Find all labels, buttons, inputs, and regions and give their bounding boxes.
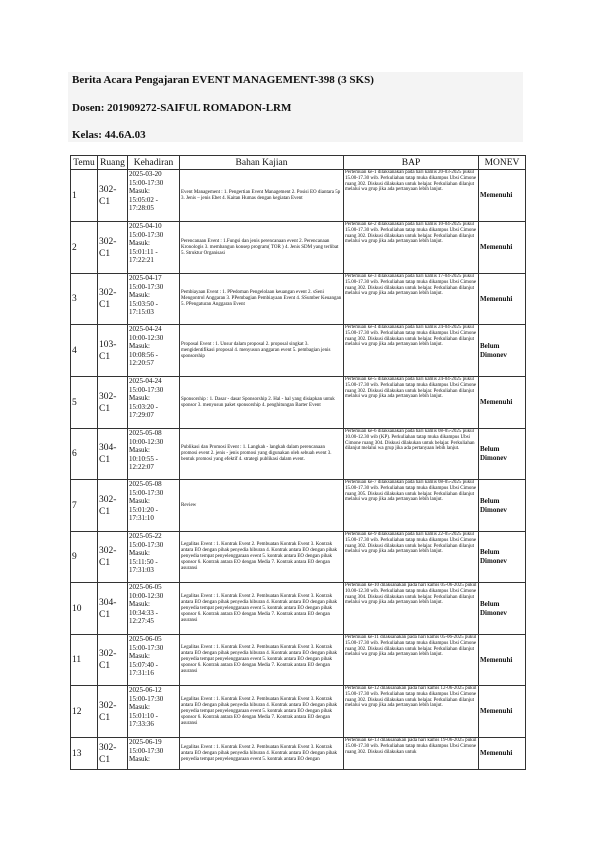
cell-bahan-kajian: Review [180,480,344,532]
cell-monev: Memenuhi [479,738,526,770]
cell-bap: Pertemuan ke-13 dilaksanakan pada hari kamis 19-06-2025 pukul 15.00-17.30 wib. Perkuliahan tatap muka dikampus Ubsi Cimone ruang 302. Diskusi dilakukan untuk [344,738,479,770]
cell-ruang: 302-C1 [98,170,128,222]
cell-temu: 7 [71,480,98,532]
table-header-row [71,156,526,170]
cell-temu: 13 [71,738,98,770]
cell-temu: 10 [71,583,98,635]
table-row [71,170,526,222]
table-row [71,635,526,686]
class-label: Kelas: 44.6A.03 [72,129,146,141]
cell-kehadiran: 2025-05-08 15:00-17:30 Masuk: 15:01:20 - 17:31:10 [128,480,180,532]
cell-ruang: 302-C1 [98,635,128,686]
cell-temu: 11 [71,635,98,686]
cell-monev: Belum Dimonev [479,583,526,635]
table-row [71,532,526,583]
table-row [71,738,526,770]
table-row [71,325,526,377]
cell-bahan-kajian: Event Management : 1. Pengertian Event Management 2. Posisi EO diantara 5p 3. Jenis – jenis Ebet 4. Kaitan Humas dengan kegiatan Event [180,170,344,222]
table-row [71,480,526,532]
cell-bap: Pertemuan ke-1 dilaksanakan pada hari kamis 20-03-2025 pukul 15.00-17.30 wib. Perkuliahan tatap muka dikampus Ubsi Cimone ruang 302. Diskusi dilakukan untuk belajar. Perkuliahan dilanjut melalui wa grup jika ada pertanyaan lebih lanjut. [344,170,479,222]
cell-monev: Belum Dimonev [479,480,526,532]
cell-bahan-kajian: Legalitas Event : 1. Kontrak Event 2. Pembuatan Kontrak Event 3. Kontrak antara EO dengan pihak penyedia hiburan 4. Kontrak antara EO dengan pihak penyedia tempat penyelenggaraan event 5. kontrak antara EO dengan pihak sponsor 6. Kontrak antara EO dengan Media 7. Kontrak antara EO dengan asuransi [180,686,344,738]
cell-bap: Pertemuan ke-9 dilaksanakan pada hari kamis 22-05-2025 pukul 15.00-17.30 wib. Perkuliahan tatap muka dikampus Ubsi Cimone ruang 302. Diskusi dilakukan untuk belajar. Perkuliahan dilanjut melalui wa grup jika ada pertanyaan lebih lanjut. [344,532,479,583]
cell-ruang: 302-C1 [98,377,128,429]
cell-bap: Pertemuan ke-6 dilaksanakan pada hari kamis 08-05-2025 pukul 10.00-12.30 wib (KP). Perkuliahan tatap muka dikampus Ubsi Cimone ruang 304. Diskusi dilakukan untuk belajar. Perkuliahan dilanjut melalui wa grup jika ada pertanyaan lebih lanjut. [344,429,479,480]
table-row [71,686,526,738]
cell-ruang: 302-C1 [98,480,128,532]
header-bahan-kajian: Bahan Kajian [180,156,344,170]
teaching-report-table [70,155,526,770]
cell-kehadiran: 2025-04-24 10:00-12:30 Masuk: 10:08:56 - 12:20:57 [128,325,180,377]
cell-temu: 2 [71,222,98,274]
cell-bahan-kajian: Publikasi dan Promosi Event : 1. Langkah - langkah dalam perencanaan promosi event 2. jenis - jenis promosi yang digunakan oleh sebuah event 3. bentuk promosi yang efektif 4. strategi publikasi dalam event. [180,429,344,480]
cell-bap: Pertemuan ke-11 dilaksanakan pada hari kamis 05-06-2025 pukul 15.00-17.30 wib. Perkuliahan tatap muka dikampus Ubsi Cimone ruang 302. Diskusi dilakukan untuk belajar. Perkuliahan dilanjut melalui wa grup jika ada pertanyaan lebih lanjut. [344,635,479,686]
cell-temu: 9 [71,532,98,583]
cell-kehadiran: 2025-04-10 15:00-17:30 Masuk: 15:01:11 - 17:22:21 [128,222,180,274]
cell-kehadiran: 2025-04-17 15:00-17:30 Masuk: 15:03:50 - 17:15:03 [128,274,180,325]
cell-monev: Belum Dimonev [479,429,526,480]
cell-kehadiran: 2025-04-24 15:00-17:30 Masuk: 15:03:20 - 17:29:07 [128,377,180,429]
header-kehadiran: Kehadiran [128,156,180,170]
cell-ruang: 304-C1 [98,583,128,635]
cell-temu: 4 [71,325,98,377]
cell-temu: 12 [71,686,98,738]
header-monev: MONEV [479,156,526,170]
cell-kehadiran: 2025-06-05 10:00-12:30 Masuk: 10:34:33 - 12:27:45 [128,583,180,635]
header-ruang: Ruang [98,156,128,170]
cell-monev: Memenuhi [479,635,526,686]
lecturer-label: Dosen: 201909272-SAIFUL ROMADON-LRM [72,102,292,114]
cell-bap: Pertemuan ke-2 dilaksanakan pada hari kamis 10-04-2025 pukul 15.00-17.30 wib. Perkuliahan tatap muka dikampus Ubsi Cimone ruang 302. Diskusi dilakukan untuk belajar. Perkuliahan dilanjut melalui wa grup jika ada pertanyaan lebih lanjut. [344,222,479,274]
cell-bahan-kajian: Perencanaan Event : 1.Fungsi dan jenis perencanaan event 2. Perencanaan Kronologis 3. membangun konsep program( TOR ) 4. Jenis SDM yang terlibat 5. Struktur Organisasi [180,222,344,274]
cell-bap: Pertemuan ke-10 dilaksanakan pada hari kamis 05-06-2025 pukul 10.00-12.30 wib. Perkuliahan tatap muka dikampus Ubsi Cimone ruang 304. Diskusi dilakukan untuk belajar. Perkuliahan dilanjut melalui wa grup jika ada pertanyaan lebih lanjut. [344,583,479,635]
cell-bap: Pertemuan ke-7 dilaksanakan pada hari kamis 08-05-2025 pukul 15.00-17.30 wib. Perkuliahan tatap muka dikampus Ubsi Cimone ruang 305. Diskusi dilakukan untuk belajar. Perkuliahan dilanjut melalui wa grup jika ada pertanyaan lebih lanjut. [344,480,479,532]
cell-temu: 6 [71,429,98,480]
cell-monev: Belum Dimonev [479,325,526,377]
table-row [71,583,526,635]
cell-ruang: 103-C1 [98,325,128,377]
table-row [71,377,526,429]
cell-ruang: 302-C1 [98,738,128,770]
cell-bahan-kajian: Legalitas Event : 1. Kontrak Event 2. Pembuatan Kontrak Event 3. Kontrak antara EO dengan pihak penyedia hiburan 4. Kontrak antara EO dengan pihak penyedia tempat penyelenggaraan event 5. kontrak antara EO dengan pihak sponsor 6. Kontrak antara EO dengan Media 7. Kontrak antara EO dengan asuransi [180,532,344,583]
cell-ruang: 302-C1 [98,686,128,738]
cell-monev: Memenuhi [479,377,526,429]
cell-bap: Pertemuan ke-12 dilaksanakan pada hari kamis 12-06-2025 pukul 15.00-17.30 wib. Perkuliahan tatap muka dikampus Ubsi Cimone ruang 302. Diskusi dilakukan untuk belajar. Perkuliahan dilanjut melalui wa grup jika ada pertanyaan lebih lanjut. [344,686,479,738]
cell-temu: 1 [71,170,98,222]
cell-kehadiran: 2025-05-22 15:00-17:30 Masuk: 15:11:50 - 17:31:03 [128,532,180,583]
cell-bap: Pertemuan ke-5 dilaksanakan pada hari kamis 24-04-2025 pukul 15.00-17.30 wib. Perkuliahan tatap muka dikampus Ubsi Cimone ruang 302. Diskusi dilakukan untuk belajar. Perkuliahan dilanjut melalui wa grup jika ada pertanyaan lebih lanjut. [344,377,479,429]
header-temu: Temu [71,156,98,170]
cell-bap: Pertemuan ke-4 dilaksanakan pada hari kamis 24-04-2025 pukul 15.00-17.30 wib. Perkuliahan tatap muka dikampus Ubsi Cimone ruang 302. Diskusi dilakukan untuk belajar. Perkuliahan dilanjut melalui wa grup jika ada pertanyaan lebih lanjut. [344,325,479,377]
cell-kehadiran: 2025-05-08 10:00-12:30 Masuk: 10:10:55 - 12:22:07 [128,429,180,480]
cell-bahan-kajian: Legalitas Event : 1. Kontrak Event 2. Pembuatan Kontrak Event 3. Kontrak antara EO dengan pihak penyedia hiburan 4. Kontrak antara EO dengan pihak penyedia tempat penyelenggaraan event 5. kontrak antara EO dengan pihak sponsor 6. Kontrak antara EO dengan Media 7. Kontrak antara EO dengan asuransi [180,583,344,635]
document-title: Berita Acara Pengajaran EVENT MANAGEMENT-398 (3 SKS) [72,74,374,86]
cell-bap: Pertemuan ke-3 dilaksanakan pada hari kamis 17-04-2025 pukul 15.00-17.30 wib. Perkuliahan tatap muka dikampus Ubsi Cimone ruang 302. Diskusi dilakukan untuk belajar. Perkuliahan dilanjut melalui wa grup jika ada pertanyaan lebih lanjut. [344,274,479,325]
cell-ruang: 304-C1 [98,429,128,480]
cell-ruang: 302-C1 [98,222,128,274]
cell-monev: Belum Dimonev [479,532,526,583]
cell-temu: 5 [71,377,98,429]
cell-bahan-kajian: Pembiayaan Event : 1. PPedoman Pengelolaan keuangan event 2. sSeni Mengontrol Anggaran 3. PPembagian Pembiayaan Event 4. SSumber Keuangan 5. PPengaturan Anggaran Event [180,274,344,325]
cell-monev: Memenuhi [479,686,526,738]
document-header [68,72,523,142]
cell-monev: Memenuhi [479,274,526,325]
cell-monev: Memenuhi [479,170,526,222]
cell-bahan-kajian: Proposal Event : 1. Unsur dalam proposal 2. proposal singkat 3. mengidentifikasi proposal 4. menyusun anggaran event 5. pembagian jenis sponsorship [180,325,344,377]
cell-ruang: 302-C1 [98,532,128,583]
cell-kehadiran: 2025-06-05 15:00-17:30 Masuk: 15:07:40 - 17:31:16 [128,635,180,686]
header-bap: BAP [344,156,479,170]
cell-bahan-kajian: Sponsorship : 1. Dasar - dasar Sponsorship 2. Hal - hal yang disiapkan untuk sponsor 3. menyusun paket sponsorship 4. penghitungan Barter Event [180,377,344,429]
cell-ruang: 302-C1 [98,274,128,325]
cell-monev: Memenuhi [479,222,526,274]
cell-bahan-kajian: Legalitas Event : 1. Kontrak Event 2. Pembuatan Kontrak Event 3. Kontrak antara EO dengan pihak penyedia hiburan 4. Kontrak antara EO dengan pihak penyedia tempat penyelenggaraan event 5. kontrak antara EO dengan pihak sponsor 6. Kontrak antara EO dengan Media 7. Kontrak antara EO dengan asuransi [180,635,344,686]
cell-kehadiran: 2025-06-12 15:00-17:30 Masuk: 15:01:10 - 17:33:36 [128,686,180,738]
cell-kehadiran: 2025-03-20 15:00-17:30 Masuk: 15:05:02 - 17:28:05 [128,170,180,222]
table-row [71,274,526,325]
table-row [71,429,526,480]
cell-kehadiran: 2025-06-19 15:00-17:30 Masuk: [128,738,180,770]
cell-bahan-kajian: Legalitas Event : 1. Kontrak Event 2. Pembuatan Kontrak Event 3. Kontrak antara EO dengan pihak penyedia hiburan 4. Kontrak antara EO dengan pihak penyedia tempat penyelenggaraan event 5. kontrak antara EO dengan [180,738,344,770]
table-row [71,222,526,274]
cell-temu: 3 [71,274,98,325]
